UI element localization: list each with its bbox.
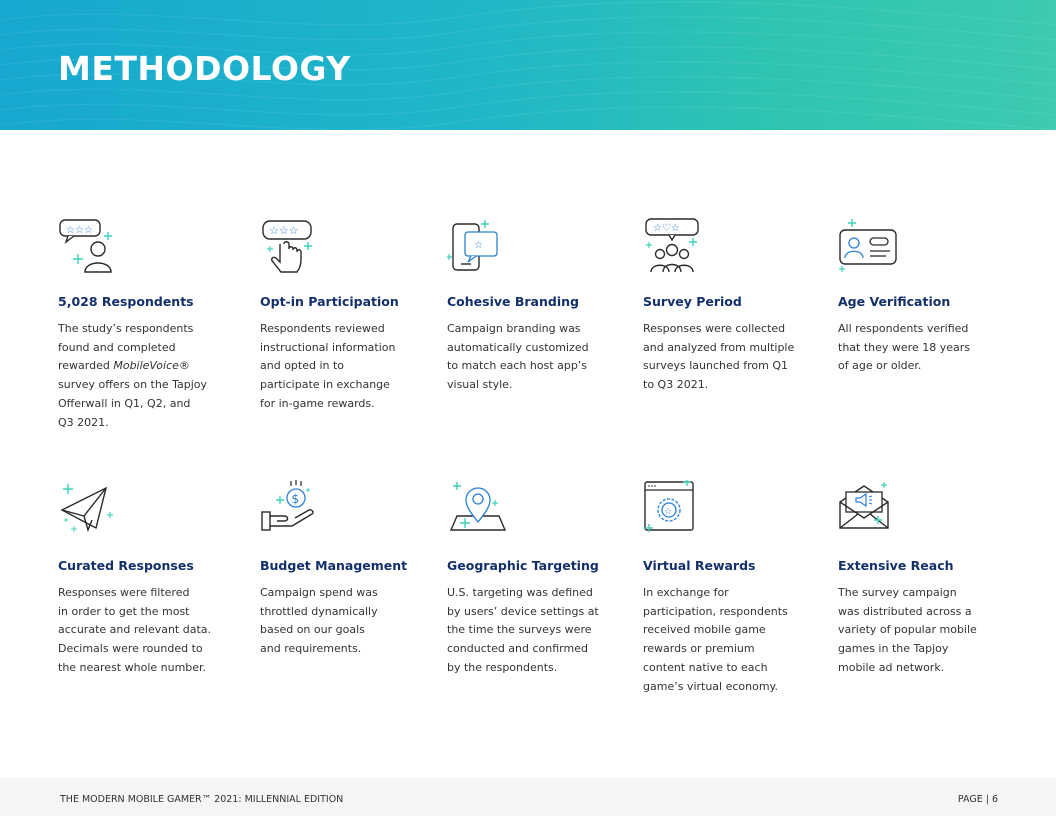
card-title: Age Verification: [838, 294, 951, 309]
footer: [0, 778, 1056, 816]
id-card-icon: [838, 216, 900, 274]
card-geographic-targeting: [447, 480, 637, 674]
card-description: Respondents reviewed instructional information and opted in to participate in exchange for in-game rewards.: [260, 322, 396, 410]
card-description: Responses were collected and analyzed from multiple surveys launched from Q1 to Q3 2021.: [643, 322, 795, 392]
card-description: Responses were filtered in order to get the most accurate and relevant data. Decimals were rounded to the nearest whole number.: [58, 586, 212, 674]
brand-name: MobileVoice®: [113, 359, 190, 373]
card-budget-management: [260, 480, 450, 656]
svg-text:☆: ☆: [474, 240, 483, 251]
card-curated-responses: [58, 480, 248, 674]
card-respondents: [58, 216, 248, 429]
map-pin-icon: [447, 480, 509, 538]
respondent-rating-icon: [58, 216, 120, 274]
money-hand-icon: [260, 480, 322, 538]
phone-branding-icon: [447, 216, 509, 274]
svg-text:☆: ☆: [664, 507, 673, 517]
card-description: Campaign branding was automatically customized to match each host app’s visual style.: [447, 322, 589, 392]
card-age-verification: [838, 216, 1028, 373]
card-title: 5,028 Respondents: [58, 294, 194, 309]
card-description: In exchange for participation, respondents received mobile game rewards or premium content native to each game’s virtual economy.: [643, 586, 788, 693]
card-description: The survey campaign was distributed across a variety of popular mobile games in the Tapjoy mobile ad network.: [838, 586, 977, 674]
svg-text:☆☆☆: ☆☆☆: [269, 224, 299, 237]
card-extensive-reach: [838, 480, 1028, 674]
svg-text:$: $: [291, 492, 300, 506]
card-title: Survey Period: [643, 294, 742, 309]
header-banner: [0, 0, 1056, 130]
card-title: Cohesive Branding: [447, 294, 579, 309]
card-title: Geographic Targeting: [447, 558, 599, 573]
card-description: U.S. targeting was defined by users’ device settings at the time the surveys were conducted and confirmed by the respondents.: [447, 586, 599, 674]
card-title: Virtual Rewards: [643, 558, 756, 573]
card-survey-period: [643, 216, 833, 392]
svg-text:☆☆☆: ☆☆☆: [66, 225, 93, 236]
tap-rating-icon: [260, 216, 322, 274]
card-description: All respondents verified that they were 18 years of age or older.: [838, 322, 970, 373]
page-title: METHODOLOGY: [58, 49, 351, 88]
card-title: Curated Responses: [58, 558, 194, 573]
group-feedback-icon: [643, 216, 705, 274]
svg-text:☆♡☆: ☆♡☆: [653, 223, 680, 234]
page-number: PAGE | 6: [957, 794, 998, 805]
card-title: Opt-in Participation: [260, 294, 399, 309]
paper-plane-icon: [58, 480, 120, 538]
card-description: The study’s respondents found and completed rewarded MobileVoice® survey offers on the Tapjoy Offerwall in Q1, Q2, and Q3 2021.: [58, 322, 207, 429]
reward-badge-icon: [643, 480, 705, 538]
card-opt-in: [260, 216, 450, 410]
card-virtual-rewards: [643, 480, 833, 693]
card-description: Campaign spend was throttled dynamically based on our goals and requirements.: [260, 586, 378, 656]
footer-publication-title: THE MODERN MOBILE GAMER™ 2021: MILLENNIAL EDITION: [60, 794, 344, 805]
card-title: Extensive Reach: [838, 558, 954, 573]
card-title: Budget Management: [260, 558, 408, 573]
megaphone-envelope-icon: [838, 480, 900, 538]
card-branding: [447, 216, 637, 392]
